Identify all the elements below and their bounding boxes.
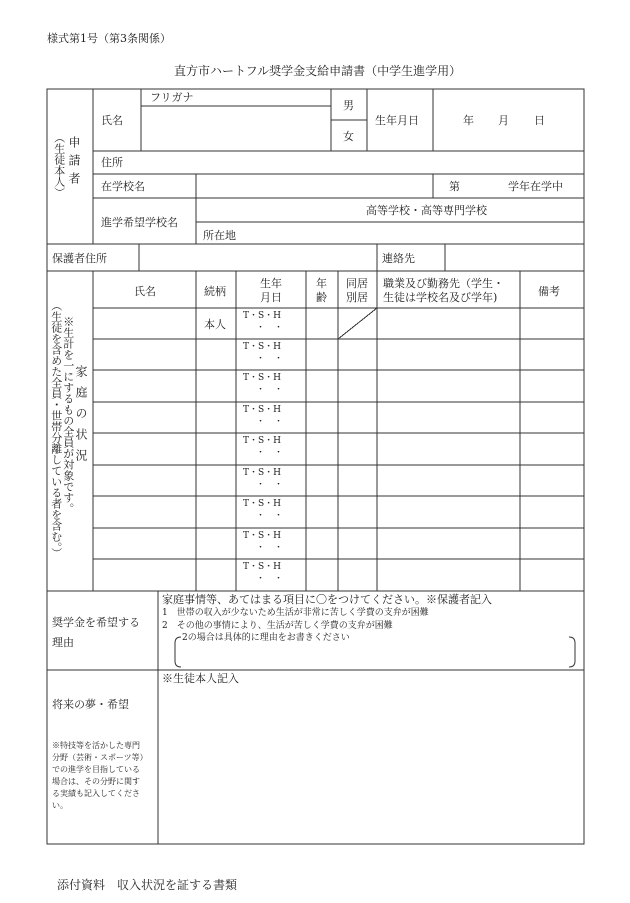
col-cohabit-1: 同居	[346, 277, 368, 290]
grade-prefix: 第	[449, 180, 460, 193]
reason-detail-input[interactable]	[180, 645, 570, 665]
era-text: T・S・H	[243, 562, 282, 572]
era-text: T・S・H	[243, 468, 282, 478]
col-cohabit-2: 別居	[346, 291, 368, 304]
guardian-address-label: 保護者住所	[52, 252, 107, 265]
era-text: T・S・H	[243, 311, 282, 321]
attachment-note: 添付資料 収入状況を証する書類	[57, 878, 238, 892]
col-relation: 続柄	[204, 285, 226, 298]
date-dots: ・ ・	[256, 385, 284, 395]
birth-year-unit: 年	[463, 114, 474, 127]
reason-instruction: 家庭事情等、あてはまる項目に〇をつけてください。※保護者記入	[162, 593, 492, 606]
reason-option-2[interactable]: 2 その他の事情により、生活が苦しく学費の支弁が困難	[162, 621, 393, 631]
name-input[interactable]	[144, 108, 330, 150]
gender-female-option[interactable]: 女	[343, 130, 354, 143]
current-school-label: 在学校名	[101, 180, 145, 193]
col-job-2: 生徒は学校名及び学年)	[383, 291, 498, 304]
date-dots: ・ ・	[256, 448, 284, 458]
col-age-2: 齢	[316, 291, 327, 304]
family-note-b: ※生計を一にするもの全員が対象です。	[61, 316, 75, 514]
address-label: 住所	[101, 156, 123, 169]
current-school-input[interactable]	[199, 176, 431, 196]
contact-label: 連絡先	[382, 252, 415, 265]
date-dots: ・ ・	[256, 511, 284, 521]
furigana-label: フリガナ	[150, 91, 194, 104]
gender-male-option[interactable]: 男	[343, 99, 354, 112]
grade-suffix: 学年在学中	[508, 180, 563, 193]
col-age-1: 年	[316, 277, 327, 290]
form-number: 様式第1号（第3条関係）	[47, 32, 171, 45]
date-dots: ・ ・	[256, 417, 284, 427]
col-remarks: 備考	[538, 285, 560, 298]
self-relation: 本人	[204, 318, 226, 331]
date-dots: ・ ・	[256, 354, 284, 364]
col-birth-1: 生年	[260, 277, 282, 290]
location-label: 所在地	[203, 229, 236, 242]
era-text: T・S・H	[243, 499, 282, 509]
reason-option-1[interactable]: 1 世帯の収入が少ないため生活が非常に苦しく学費の支弁が困難	[162, 608, 429, 618]
address-input[interactable]	[144, 153, 582, 173]
applicant-section-label: 申請者	[67, 136, 81, 190]
reason-label-2: 理由	[52, 636, 74, 649]
date-dots: ・ ・	[256, 323, 284, 333]
birth-date-label: 生年月日	[375, 114, 419, 127]
reason-bracket-note: 2の場合は具体的に理由をお書きください	[182, 633, 350, 643]
dream-note-3: での進学を目指している	[52, 765, 140, 774]
col-job-1: 職業及び勤務先（学生・	[383, 277, 504, 290]
era-text: T・S・H	[243, 405, 282, 415]
dream-label: 将来の夢・希望	[52, 698, 129, 711]
name-label: 氏名	[101, 114, 123, 127]
family-section-title: 家庭の状況	[74, 365, 88, 470]
era-text: T・S・H	[243, 342, 282, 352]
col-name: 氏名	[134, 285, 156, 298]
dream-note-1: ※特技等を活かした専門	[52, 741, 140, 750]
applicant-sub-label: （生徒本人）	[52, 132, 66, 198]
era-text: T・S・H	[243, 373, 282, 383]
dream-note-6: い。	[52, 801, 68, 810]
date-dots: ・ ・	[256, 574, 284, 584]
form-title: 直方市ハートフル奨学金支給申請書（中学生進学用）	[174, 64, 462, 78]
guardian-address-input[interactable]	[142, 246, 375, 269]
family-note-a: （生徒を含めた全員・世帯分離している者を含む。）	[49, 300, 63, 559]
date-dots: ・ ・	[256, 480, 284, 490]
date-dots: ・ ・	[256, 543, 284, 553]
dream-input[interactable]	[160, 688, 582, 842]
dream-note-5: る実績も記入してくださ	[52, 789, 140, 798]
birth-day-unit: 日	[534, 114, 545, 127]
dream-note-2: 分野（芸術・スポーツ等）	[52, 753, 148, 762]
school-type-text: 高等学校・高等専門学校	[366, 204, 487, 217]
col-birth-2: 月日	[260, 291, 282, 304]
reason-label-1: 奨学金を希望する	[52, 616, 140, 629]
desired-school-label: 進学希望学校名	[101, 216, 178, 229]
birth-month-unit: 月	[498, 114, 509, 127]
era-text: T・S・H	[243, 436, 282, 446]
dream-entry-note: ※生徒本人記入	[162, 672, 239, 685]
era-text: T・S・H	[243, 531, 282, 541]
contact-input[interactable]	[448, 246, 582, 269]
dream-note-4: 場合は、その分野に関す	[52, 777, 140, 786]
